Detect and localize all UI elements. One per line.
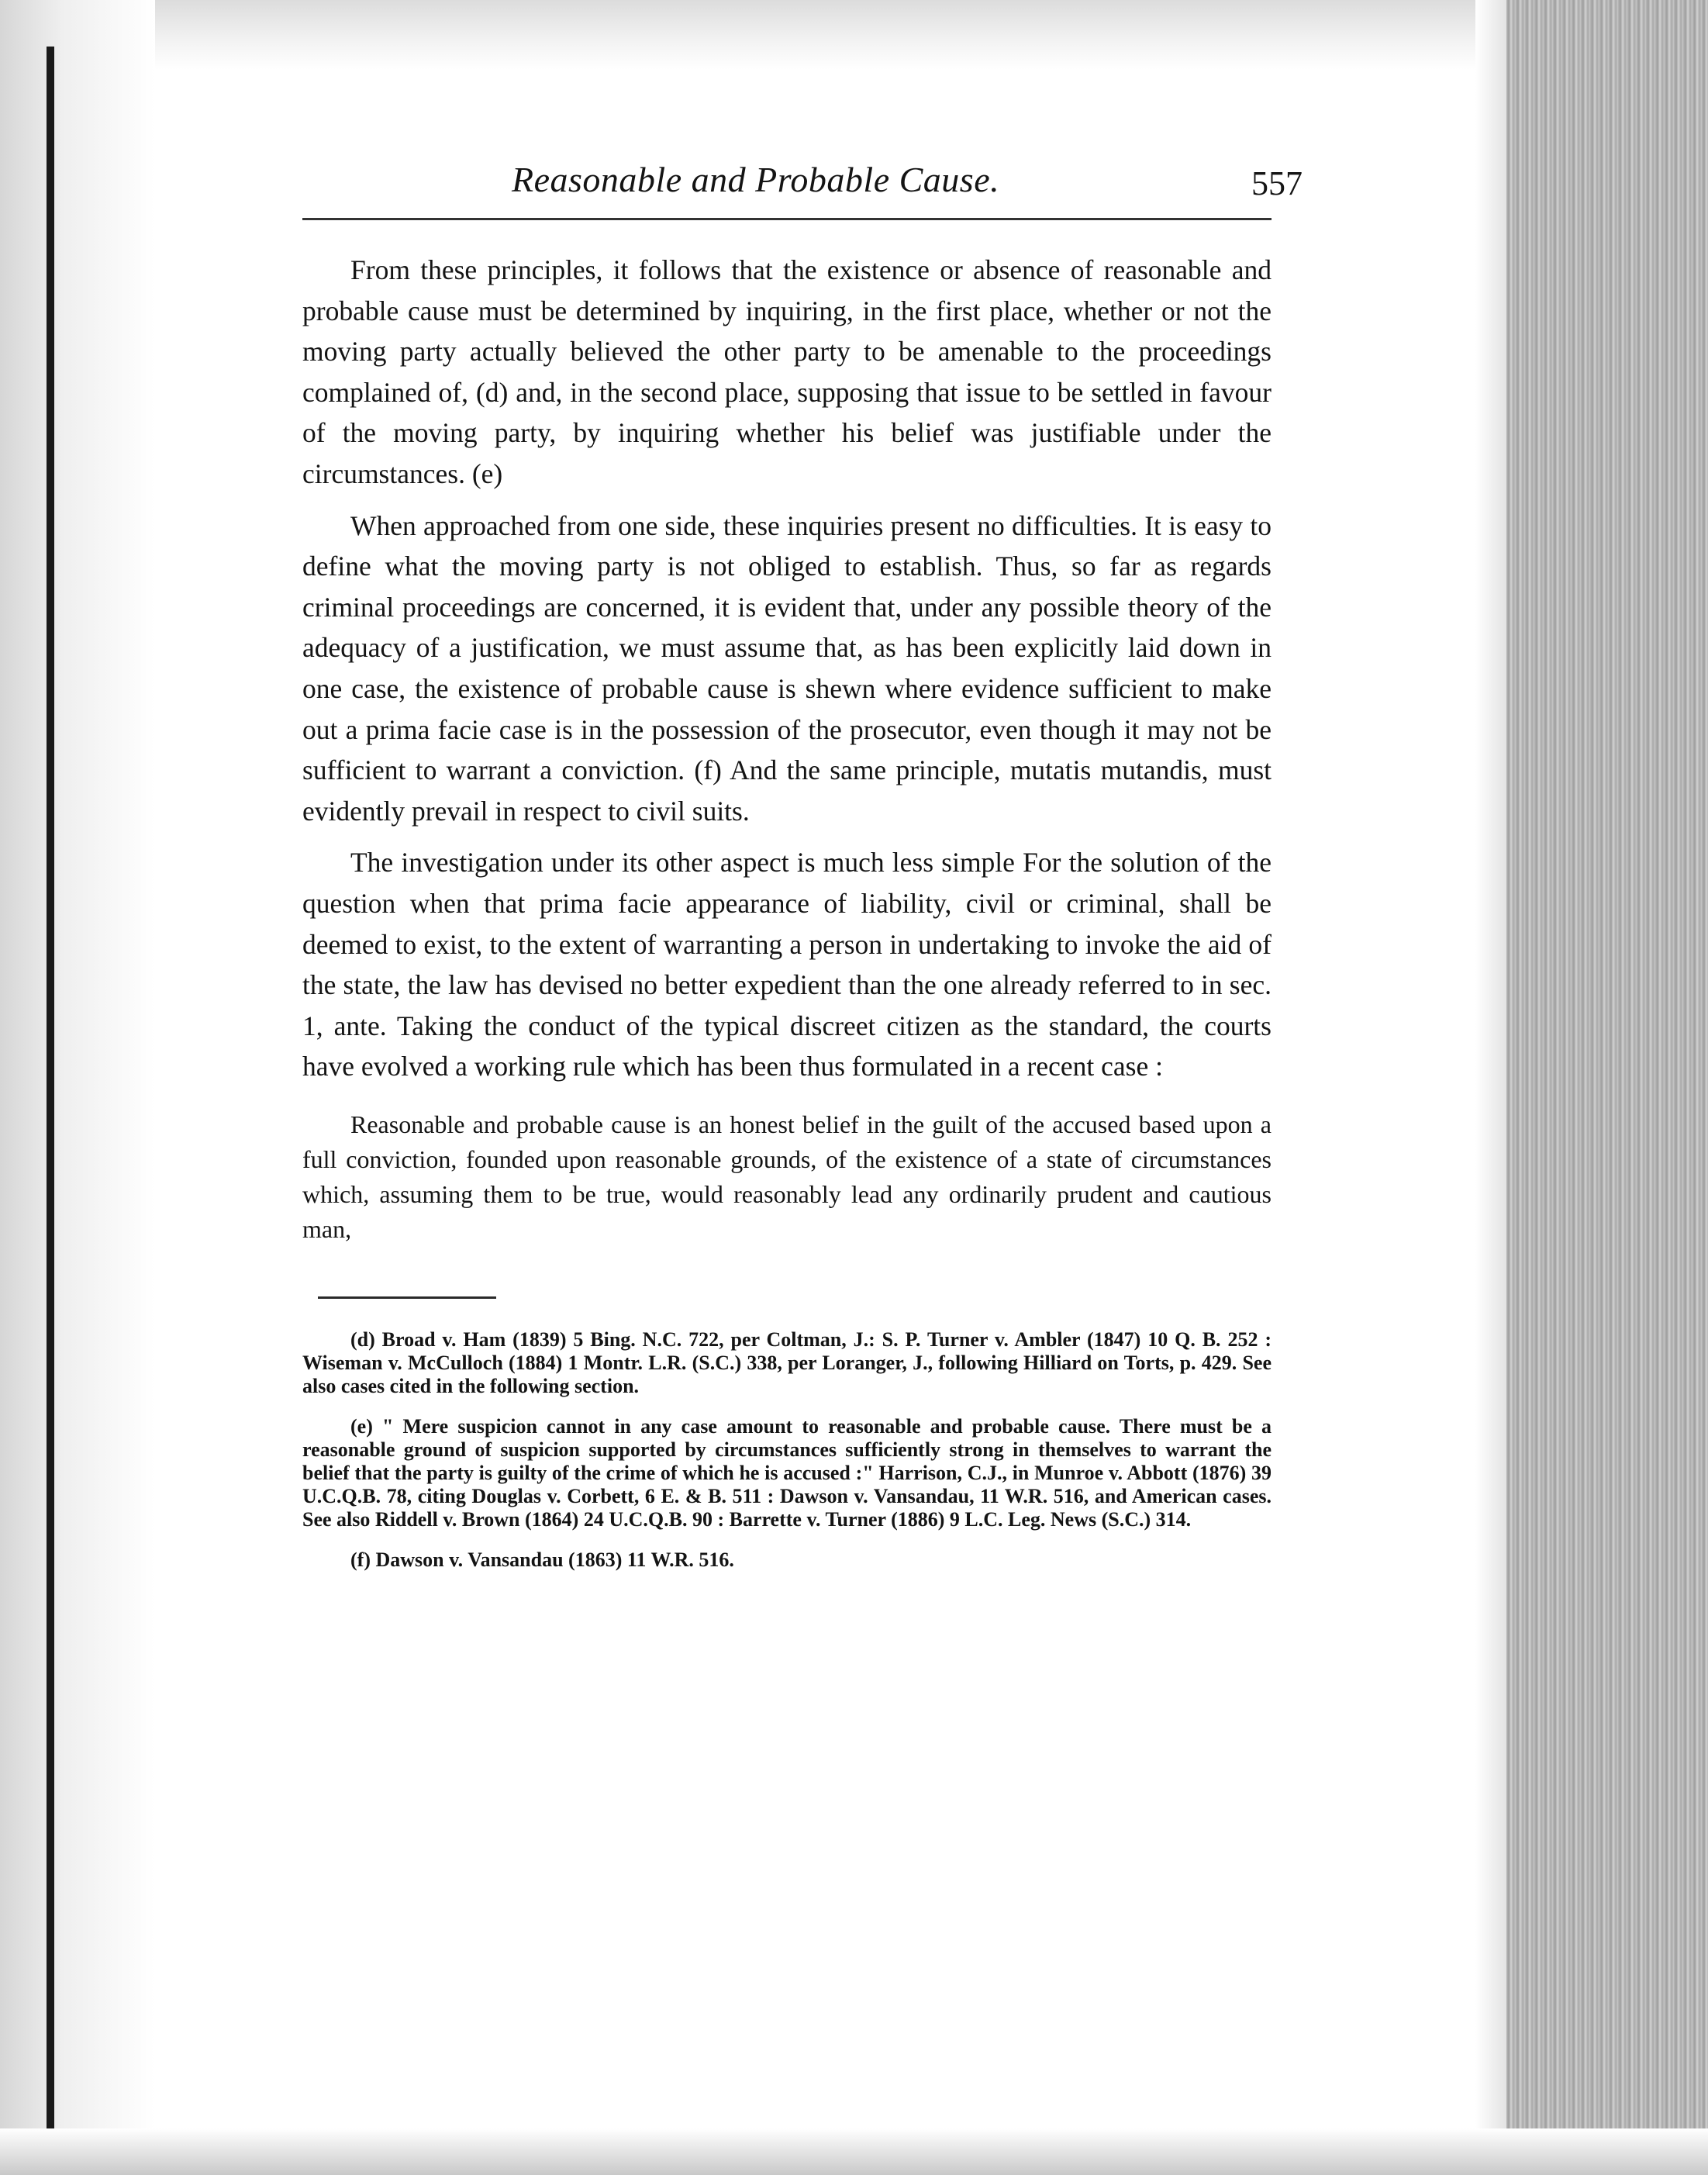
paragraph: When approached from one side, these inquiries present no difficulties. It is easy to define what the moving party is not obliged to establish. Thus, so far as regards criminal proceedings are concerned, it is evident that, under any possible theory of the adequacy of a justification, we must assume that, as has been explicitly laid down in one case, the existence of probable cause is shewn where evidence sufficient to make out a prima facie case is in the possession of the prosecutor, even though it may not be sufficient to warrant a conviction. (f) And the same principle, mutatis mutandis, must evidently prevail in respect to civil suits. [302,509,1272,827]
running-title: Reasonable and Probable Cause. [512,160,1000,199]
footnote-e: (e) " Mere suspicion cannot in any case amount to reasonable and probable cause. There must be a reasonable ground of suspicion supported by circumstances sufficiently strong in themselves to warrant the belief that the party is guilty of the crime of which he is accused :" Harrison, C.J., in Munroe v. Abbott (1876) 39 U.C.Q.B. 78, citing Douglas v. Corbett, 6 E. & B. 511 : Dawson v. Vansandau, 11 W.R. 516, and American cases. See also Riddell v. Brown (1864) 24 U.C.Q.B. 90 : Barrette v. Turner (1886) 9 L.C. Leg. News (S.C.) 314. [302,1414,1272,1531]
footnote-d: (d) Broad v. Ham (1839) 5 Bing. N.C. 722, per Coltman, J.: S. P. Turner v. Ambler (1847) 10 Q. B. 252 : Wiseman v. McCulloch (1884) 1 Montr. L.R. (S.C.) 338, per Loranger, J., following Hilliard on Torts, p. 429. See also cases cited in the following section. [302,1327,1272,1397]
footnote-f: (f) Dawson v. Vansandau (1863) 11 W.R. 516. [350,1548,734,1571]
header-rule [302,218,1272,220]
body-text [302,250,1272,1087]
paragraph: From these principles, it follows that the existence or absence of reasonable and probable cause must be determined by inquiring, in the first place, whether or not the moving party actually believed the other party to be amenable to the proceedings complained of, (d) and, in the second place, supposing that issue to be settled in favour of the moving party, by inquiring whether his belief was justifiable under the circumstances. (e) [302,254,1272,489]
paragraph: The investigation under its other aspect is much less simple For the solution of the question when that prima facie appearance of liability, civil or criminal, shall be deemed to exist, to the extent of warranting a person in undertaking to invoke the aid of the state, the law has devised no better expedient than the one already referred to in sec. 1, ante. Taking the conduct of the typical discreet citizen as the standard, the courts have evolved a working rule which has been thus formulated in a recent case : [302,847,1272,1082]
running-head [302,159,1303,213]
scan-left-border-line [47,47,54,2140]
scan-bottom-edge [0,2128,1708,2175]
block-quote: Reasonable and probable cause is an honest belief in the guilt of the accused based upon a full conviction, founded upon reasonable grounds, of the existence of a state of circumstances which, assuming them to be true, would reasonably lead any ordinarily prudent and cautious man, [302,1110,1272,1243]
book-page [302,159,1303,1589]
scan-top-edge [0,0,1708,70]
footnote-rule [318,1296,496,1299]
page-number: 557 [1251,164,1303,202]
footnotes [302,1328,1272,1572]
scan-right-edge [1506,0,1708,2175]
scan-right-shadow [1475,0,1506,2175]
scan-left-edge [0,0,155,2175]
